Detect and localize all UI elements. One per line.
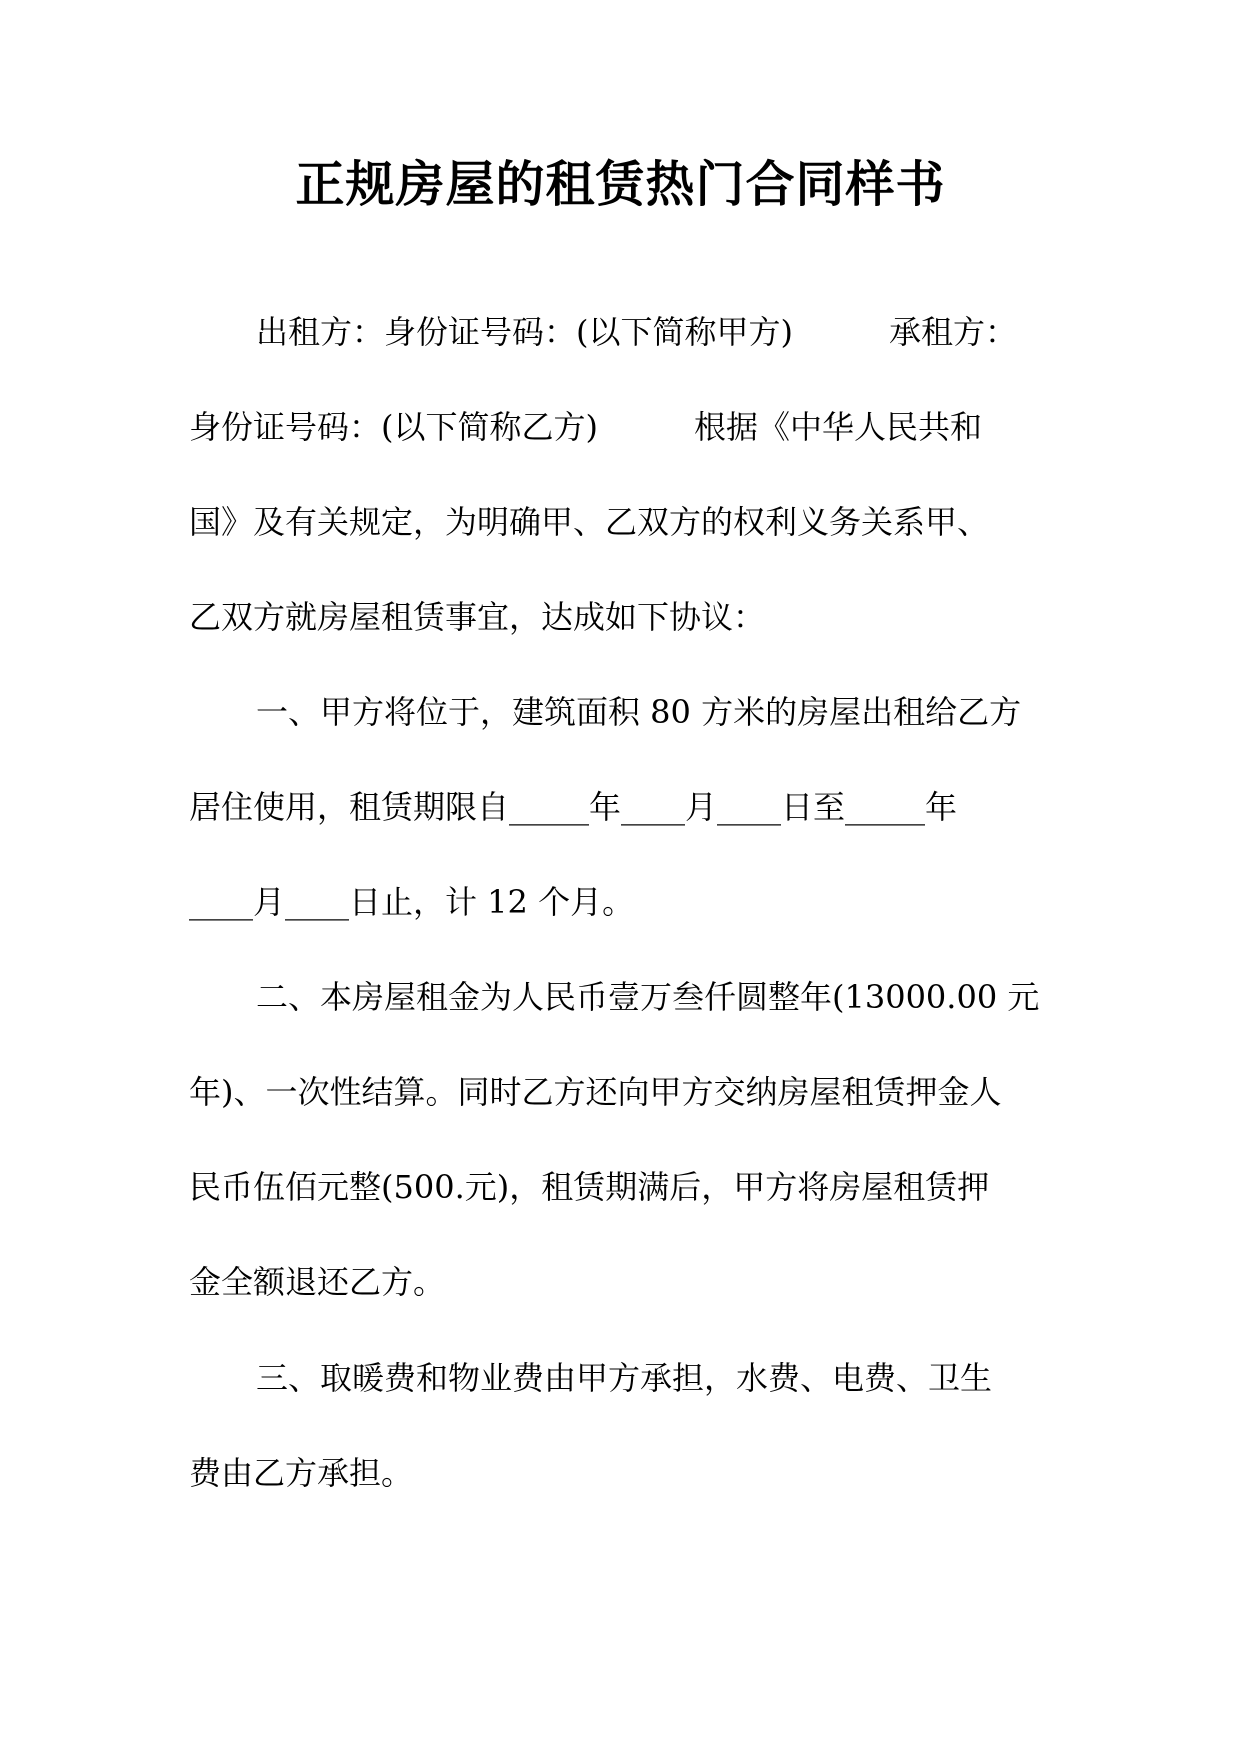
document-title: 正规房屋的租赁热门合同样书 <box>295 156 946 213</box>
text-line: 乙双方就房屋租赁事宜，达成如下协议： <box>189 598 766 636</box>
text-line: 国》及有关规定，为明确甲、乙双方的权利义务关系甲、 <box>189 503 990 541</box>
text-line: 二、本房屋租金为人民币壹万叁仟圆整年(13000.00 元 <box>256 978 1040 1016</box>
text-line: 民币伍佰元整(500.元)，租赁期满后，甲方将房屋租赁押 <box>189 1168 990 1206</box>
text-line: ____月____日止，计 12 个月。 <box>189 883 635 921</box>
text-line: 出租方：身份证号码：(以下简称甲方) 承租方： <box>256 313 1017 351</box>
text-line: 年)、一次性结算。同时乙方还向甲方交纳房屋租赁押金人 <box>189 1073 1002 1111</box>
text-line: 身份证号码：(以下简称乙方) 根据《中华人民共和 <box>189 408 982 446</box>
text-line: 一、甲方将位于，建筑面积 80 方米的房屋出租给乙方 <box>256 693 1022 731</box>
text-line: 费由乙方承担。 <box>189 1454 414 1492</box>
text-line: 金全额退还乙方。 <box>189 1263 446 1301</box>
text-line: 三、取暖费和物业费由甲方承担，水费、电费、卫生 <box>256 1359 993 1397</box>
text-line: 居住使用，租赁期限自_____年____月____日至_____年 <box>189 788 958 826</box>
